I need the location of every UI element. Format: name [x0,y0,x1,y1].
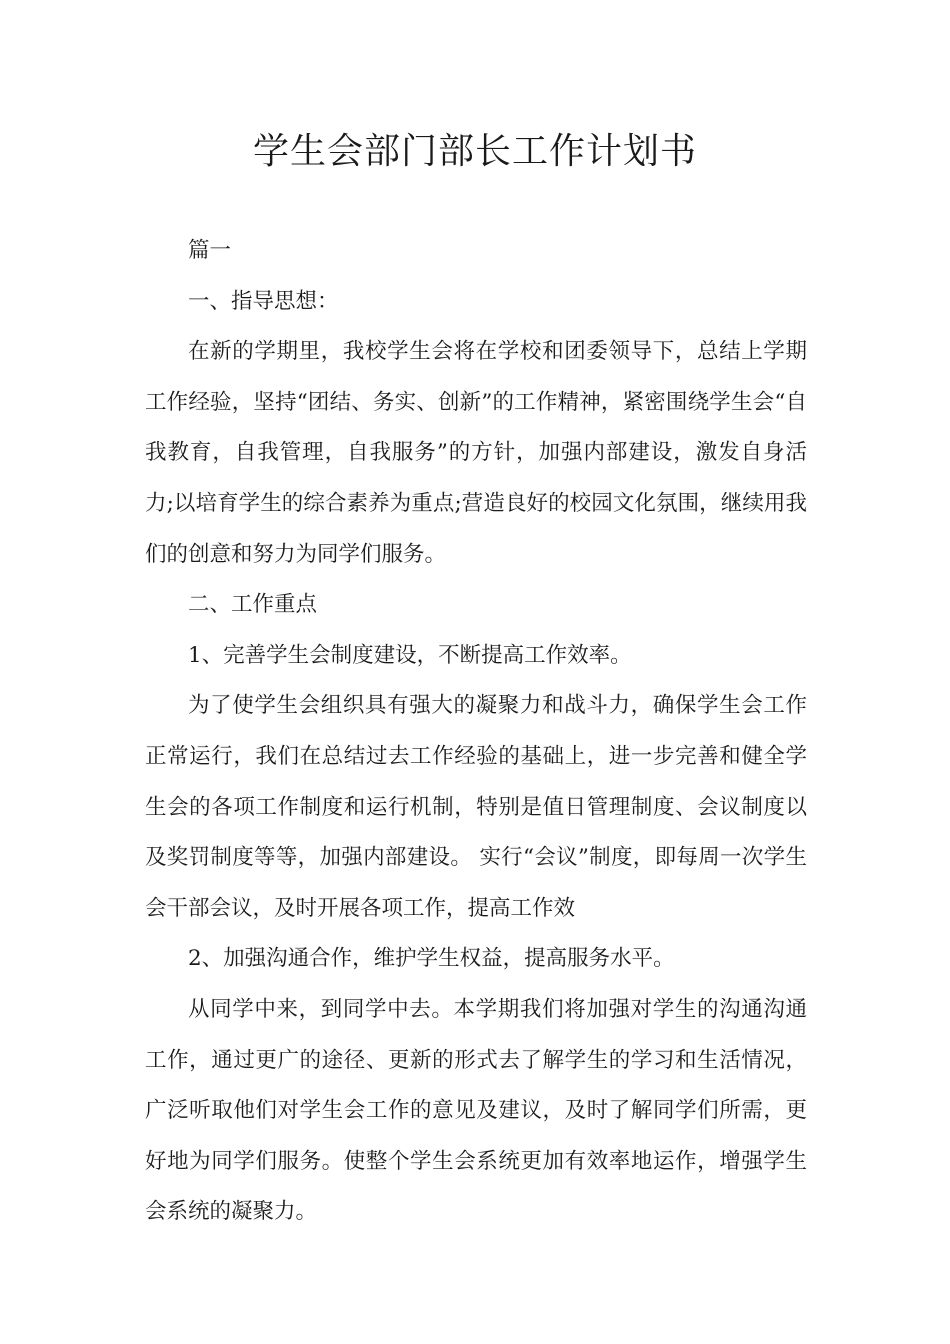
paragraph-system-building: 为了使学生会组织具有强大的凝聚力和战斗力，确保学生会工作正常运行，我们在总结过去工作经验的基础上，进一步完善和健全学生会的各项工作制度和运行机制，特别是值日管理制度、会议制度以及奖罚制度等等，加强内部建设。 实行“会议”制度，即每周一次学生会干部会议，及时开展各项工作，提高工作效 [145,693,807,921]
section-label-part-one: 篇一 [188,238,232,263]
heading-work-focus: 二、工作重点 [188,592,318,618]
subheading-system-building: 1、完善学生会制度建设，不断提高工作效率。 [188,642,632,668]
document-body [145,226,807,1238]
paragraph-communication: 从同学中来，到同学中去。本学期我们将加强对学生的沟通沟通工作，通过更广的途径、更新的形式去了解学生的学习和生活情况，广泛听取他们对学生会工作的意见及建议，及时了解同学们所需，更好地为同学们服务。使整个学生会系统更加有效率地运作，增强学生会系统的凝聚力。 [145,996,807,1225]
heading-guiding-ideology: 一、指导思想： [188,288,339,314]
subheading-communication: 2、加强沟通合作，维护学生权益，提高服务水平。 [188,946,675,972]
document-title: 学生会部门部长工作计划书 [252,131,697,172]
paragraph-guiding-ideology: 在新的学期里，我校学生会将在学校和团委领导下，总结上学期工作经验，坚持“团结、务实、创新”的工作精神，紧密围绕学生会“自我教育，自我管理，自我服务”的方针，加强内部建设，激发自身活力;以培育学生的综合素养为重点;营造良好的校园文化氛围，继续用我们的创意和努力为同学们服务。 [145,339,807,567]
